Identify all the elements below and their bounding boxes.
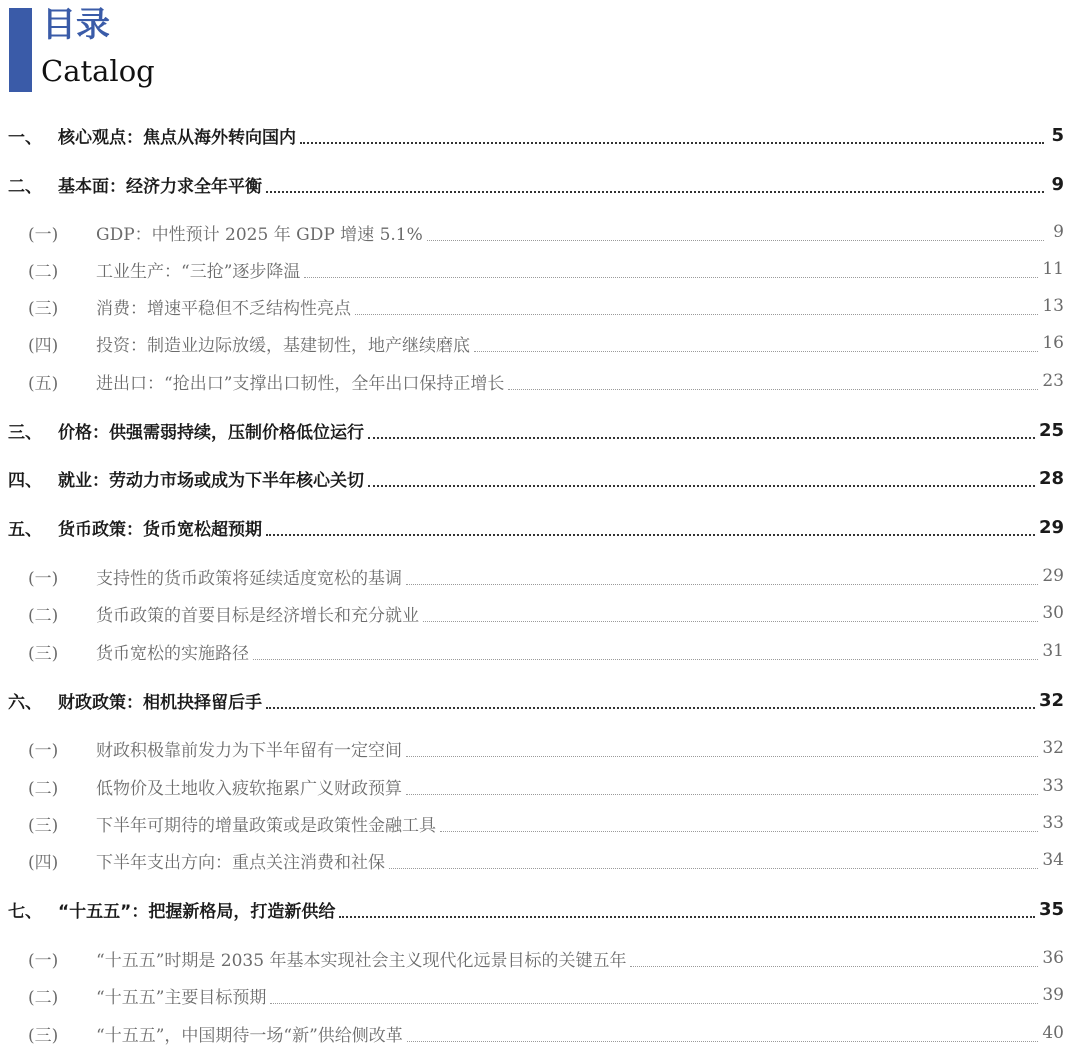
toc-entry-number: 五、 [8, 519, 42, 540]
toc-entry-title[interactable]: 低物价及土地收入疲软拖累广义财政预算 [96, 778, 402, 799]
toc-entry-title[interactable]: 进出口：“抢出口”支撑出口韧性，全年出口保持正增长 [96, 373, 505, 394]
toc-entry-page-number: 34 [1042, 850, 1064, 870]
toc-entry-page-number: 33 [1042, 776, 1064, 796]
toc-section-entry[interactable] [8, 166, 1064, 202]
catalog-header [0, 0, 600, 100]
title-accent-bar [9, 8, 32, 92]
toc-entry-title[interactable]: 货币宽松的实施路径 [96, 643, 249, 664]
toc-dot-leader [427, 240, 1044, 241]
toc-subsection-entry[interactable] [8, 730, 1064, 766]
toc-dot-leader [406, 756, 1038, 757]
toc-dot-leader [368, 485, 1035, 487]
toc-entry-page-number: 9 [1053, 222, 1064, 242]
toc-entry-number: (三) [28, 1025, 59, 1046]
toc-entry-page-number: 35 [1038, 898, 1064, 920]
toc-dot-leader [304, 277, 1038, 278]
toc-entry-number: (三) [28, 815, 59, 836]
toc-entry-title[interactable]: 就业：劳动力市场或成为下半年核心关切 [58, 470, 364, 491]
toc-entry-title[interactable]: 财政政策：相机抉择留后手 [58, 692, 262, 713]
toc-dot-leader [300, 142, 1044, 144]
toc-entry-number: (一) [28, 740, 59, 761]
toc-entry-number: 四、 [8, 470, 42, 491]
toc-subsection-entry[interactable] [8, 842, 1064, 878]
toc-dot-leader [266, 707, 1035, 709]
toc-subsection-entry[interactable] [8, 325, 1064, 361]
toc-dot-leader [406, 794, 1038, 795]
toc-dot-leader [266, 191, 1044, 193]
page-title-english: Catalog [41, 54, 155, 88]
toc-dot-leader [440, 831, 1038, 832]
toc-entry-page-number: 33 [1042, 813, 1064, 833]
toc-entry-page-number: 36 [1042, 948, 1064, 968]
toc-entry-title[interactable]: 支持性的货币政策将延续适度宽松的基调 [96, 568, 402, 589]
toc-subsection-entry[interactable] [8, 1015, 1064, 1051]
toc-entry-title[interactable]: 货币政策：货币宽松超预期 [58, 519, 262, 540]
toc-entry-number: (二) [28, 261, 59, 282]
toc-entry-page-number: 13 [1042, 296, 1064, 316]
toc-entry-title[interactable]: 核心观点：焦点从海外转向国内 [58, 127, 296, 148]
toc-entry-title[interactable]: 基本面：经济力求全年平衡 [58, 176, 262, 197]
toc-dot-leader [270, 1003, 1038, 1004]
toc-dot-leader [407, 1041, 1039, 1042]
toc-entry-number: (三) [28, 298, 59, 319]
toc-section-entry[interactable] [8, 460, 1064, 496]
toc-entry-page-number: 30 [1042, 603, 1064, 623]
toc-section-entry[interactable] [8, 891, 1064, 927]
toc-dot-leader [630, 966, 1038, 967]
toc-entry-page-number: 5 [1051, 124, 1064, 146]
toc-subsection-entry[interactable] [8, 214, 1064, 250]
toc-entry-number: (五) [28, 373, 59, 394]
toc-dot-leader [389, 868, 1038, 869]
toc-entry-title[interactable]: 工业生产：“三抢”逐步降温 [96, 261, 301, 282]
toc-entry-page-number: 40 [1042, 1023, 1064, 1043]
toc-subsection-entry[interactable] [8, 977, 1064, 1013]
toc-section-entry[interactable] [8, 682, 1064, 718]
toc-entry-number: (三) [28, 643, 59, 664]
toc-entry-number: (二) [28, 605, 59, 626]
toc-subsection-entry[interactable] [8, 805, 1064, 841]
toc-entry-number: 六、 [8, 692, 42, 713]
toc-entry-page-number: 32 [1038, 689, 1064, 711]
toc-entry-title[interactable]: “十五五”：把握新格局，打造新供给 [58, 901, 336, 922]
toc-entry-page-number: 39 [1042, 985, 1064, 1005]
toc-entry-number: (一) [28, 950, 59, 971]
toc-dot-leader [406, 584, 1038, 585]
toc-entry-page-number: 23 [1042, 371, 1064, 391]
toc-entry-number: (一) [28, 568, 59, 589]
toc-entry-title[interactable]: “十五五”，中国期待一场“新”供给侧改革 [96, 1025, 403, 1046]
toc-dot-leader [423, 621, 1038, 622]
toc-section-entry[interactable] [8, 412, 1064, 448]
toc-entry-page-number: 11 [1042, 259, 1064, 279]
toc-entry-page-number: 29 [1042, 566, 1064, 586]
toc-subsection-entry[interactable] [8, 558, 1064, 594]
toc-subsection-entry[interactable] [8, 288, 1064, 324]
toc-section-entry[interactable] [8, 117, 1064, 153]
toc-entry-number: (一) [28, 224, 59, 245]
toc-dot-leader [253, 659, 1038, 660]
toc-dot-leader [355, 314, 1038, 315]
toc-entry-title[interactable]: “十五五”时期是 2035 年基本实现社会主义现代化远景目标的关键五年 [96, 950, 627, 971]
toc-subsection-entry[interactable] [8, 633, 1064, 669]
toc-entry-number: 二、 [8, 176, 42, 197]
toc-entry-title[interactable]: 消费：增速平稳但不乏结构性亮点 [96, 298, 351, 319]
toc-entry-title[interactable]: 下半年可期待的增量政策或是政策性金融工具 [96, 815, 436, 836]
toc-entry-number: (四) [28, 335, 59, 356]
toc-entry-title[interactable]: 财政积极靠前发力为下半年留有一定空间 [96, 740, 402, 761]
toc-entry-title[interactable]: 货币政策的首要目标是经济增长和充分就业 [96, 605, 419, 626]
toc-subsection-entry[interactable] [8, 251, 1064, 287]
toc-dot-leader [368, 437, 1035, 439]
toc-entry-number: 三、 [8, 422, 42, 443]
toc-entry-page-number: 25 [1038, 419, 1064, 441]
toc-dot-leader [474, 351, 1038, 352]
toc-entry-page-number: 28 [1038, 467, 1064, 489]
toc-dot-leader [339, 916, 1035, 918]
toc-dot-leader [266, 534, 1035, 536]
toc-entry-number: (二) [28, 778, 59, 799]
toc-subsection-entry[interactable] [8, 363, 1064, 399]
toc-subsection-entry[interactable] [8, 595, 1064, 631]
toc-subsection-entry[interactable] [8, 768, 1064, 804]
toc-entry-number: (二) [28, 987, 59, 1008]
toc-entry-number: (四) [28, 852, 59, 873]
toc-entry-page-number: 9 [1051, 173, 1064, 195]
toc-entry-page-number: 32 [1042, 738, 1064, 758]
toc-entry-title[interactable]: 投资：制造业边际放缓，基建韧性，地产继续磨底 [96, 335, 470, 356]
toc-entry-page-number: 16 [1042, 333, 1064, 353]
toc-entry-title[interactable]: 下半年支出方向：重点关注消费和社保 [96, 852, 385, 873]
toc-entry-number: 七、 [8, 901, 42, 922]
toc-entry-title[interactable]: “十五五”主要目标预期 [96, 987, 267, 1008]
page-title-chinese: 目录 [42, 5, 110, 45]
toc-entry-page-number: 31 [1042, 641, 1064, 661]
toc-dot-leader [508, 389, 1038, 390]
toc-entry-number: 一、 [8, 127, 42, 148]
toc-entry-page-number: 29 [1038, 516, 1064, 538]
toc-subsection-entry[interactable] [8, 940, 1064, 976]
toc-entry-title[interactable]: GDP：中性预计 2025 年 GDP 增速 5.1% [96, 224, 423, 245]
toc-entry-title[interactable]: 价格：供强需弱持续，压制价格低位运行 [58, 422, 364, 443]
toc-section-entry[interactable] [8, 509, 1064, 545]
